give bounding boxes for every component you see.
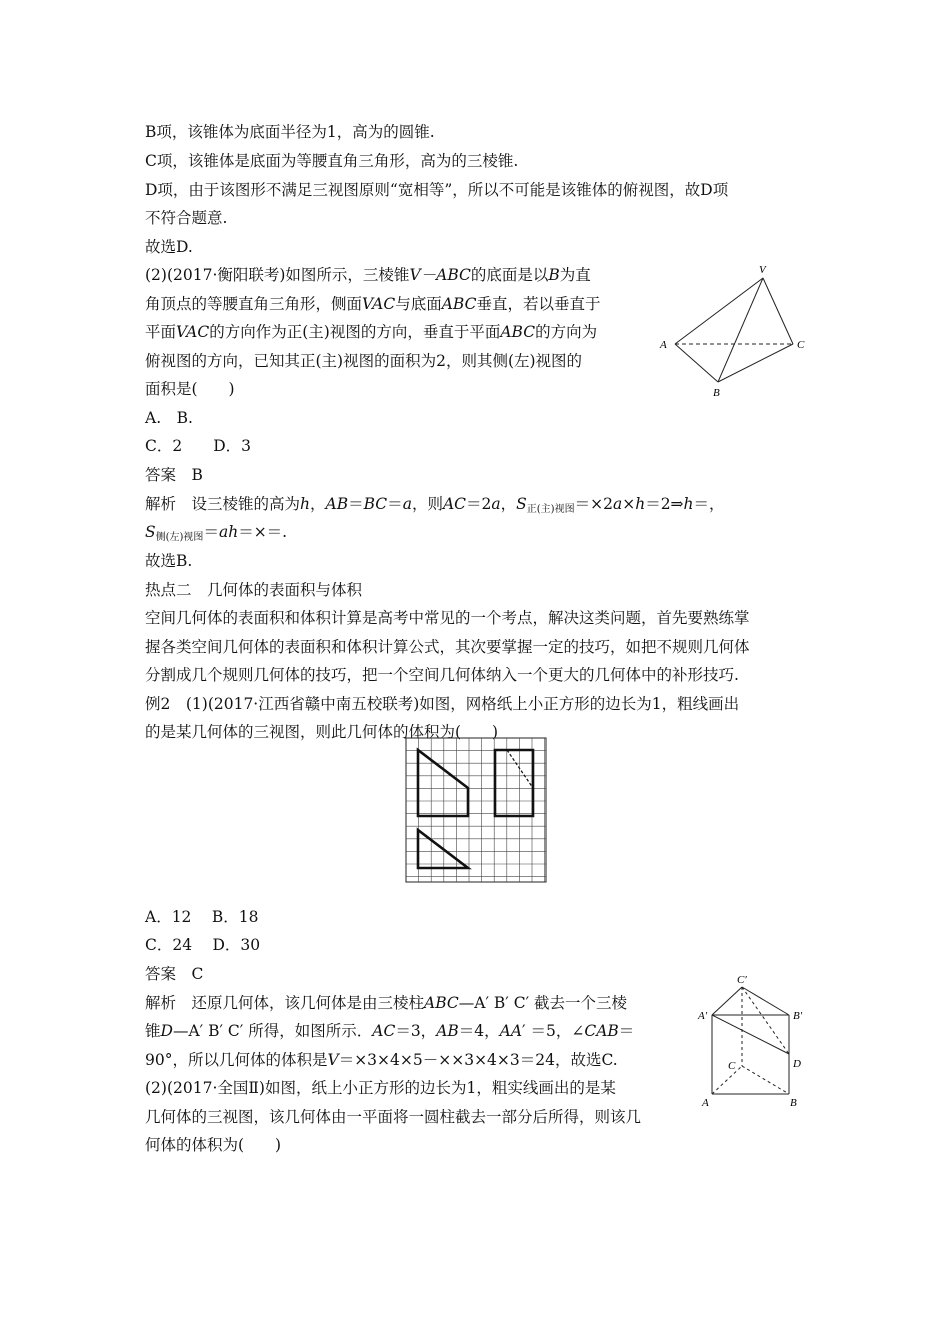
text: ， (500, 495, 517, 513)
math: AB (436, 1022, 459, 1040)
text: × (622, 495, 636, 513)
vertex-a-label: A (702, 1097, 709, 1109)
vertex-b-label: B (790, 1097, 797, 1109)
text-line: 分割成几个规则几何体的技巧，把一个空间几何体纳入一个更大的几何体中的补形技巧. (145, 666, 739, 684)
text: ＝ (348, 495, 364, 513)
option-line: C．24 D．30 (145, 936, 261, 954)
math: AC (372, 1022, 396, 1040)
top-view-outline (418, 830, 468, 868)
text: 为直 (559, 266, 591, 284)
text: ′ ＝5，∠ (522, 1022, 585, 1040)
math: ABC (500, 323, 536, 341)
prism-figure (695, 972, 815, 1118)
vertex-c-label: C (797, 339, 805, 351)
text-line: 故选B. (145, 552, 193, 570)
math: ABC (441, 295, 477, 313)
edge-bc (718, 344, 793, 382)
math: B (548, 266, 560, 284)
math: ah (218, 523, 239, 541)
subscript: 侧(左)视图 (155, 532, 204, 543)
text: ＝×＝. (238, 523, 288, 541)
pyramid-figure (655, 258, 815, 403)
math: V－ABC (409, 266, 471, 284)
example-line: 例2 (1)(2017·江西省赣中南五校联考)如图，网格纸上小正方形的边长为1，粗线画出 (145, 695, 740, 713)
subscript: 正(主)视图 (526, 504, 575, 515)
text: ＝ (618, 1022, 635, 1040)
vertex-ap-label: A′ (698, 1010, 708, 1022)
math: h (683, 495, 694, 513)
math: h (635, 495, 646, 513)
vertex-d-label: D (793, 1058, 801, 1070)
answer-line: 答案 B (145, 466, 203, 484)
text: ＝2⇒ (645, 495, 684, 513)
math: a (402, 495, 412, 513)
edge-ap-cp (712, 987, 742, 1015)
text: ＝×2 (574, 495, 613, 513)
edge-cb-hidden (742, 1066, 789, 1094)
math: CAB (584, 1022, 619, 1040)
text-line: 空间几何体的表面积和体积计算是高考中常见的一个考点，解决这类问题，首先要熟练掌 (145, 609, 750, 627)
text: —A′ B′ C′ 截去一个三棱 (458, 994, 628, 1012)
text-line: 故选D. (145, 238, 193, 256)
math: ABC (424, 994, 459, 1012)
math: h (300, 495, 310, 513)
question-line: 面积是( ) (145, 380, 235, 398)
edge-cp-d-hidden (742, 987, 789, 1054)
math: S (145, 523, 156, 541)
text: 锥 (145, 1022, 161, 1040)
explanation-line (145, 1021, 634, 1041)
text-line: 不符合题意. (145, 209, 228, 227)
front-view-outline (418, 750, 468, 816)
option-line: A. B. (145, 409, 193, 427)
text: 角顶点的等腰直角三角形，侧面 (145, 295, 363, 313)
text: 解析 设三棱锥的高为 (145, 495, 301, 513)
question-line (145, 322, 597, 342)
math: V (327, 1051, 339, 1069)
edge-ac-hidden (712, 1066, 742, 1094)
text-line: D项，由于该图形不满足三视图原则“宽相等”，所以不可能是该锥体的俯视图，故D项 (145, 181, 729, 199)
text: 解析 还原几何体，该几何体是由三棱柱 (145, 994, 425, 1012)
three-view-grid-figure (405, 737, 547, 883)
vertex-cp-label: C′ (737, 974, 747, 986)
explanation-line (145, 993, 627, 1013)
math: AC (442, 495, 467, 513)
text: 的方向作为正(主)视图的方向，垂直于平面 (209, 323, 501, 341)
text-line: B项，该锥体为底面半径为1，高为的圆锥. (145, 123, 435, 141)
text-line: 握各类空间几何体的表面积和体积计算公式，其次要掌握一定的技巧，如把不规则几何体 (145, 638, 750, 656)
side-view-dashed-edge (507, 750, 533, 788)
explanation-line (145, 522, 287, 548)
text: 的底面是以 (470, 266, 549, 284)
text: 垂直，若以垂直于 (476, 295, 601, 313)
math: AB (325, 495, 349, 513)
edge-ap-d (712, 1015, 789, 1054)
text: ， (310, 495, 326, 513)
option-line: C．2 D．3 (145, 437, 252, 455)
text: —A′ B′ C′ 所得，如图所示． (172, 1022, 373, 1040)
vertex-b-label: B (713, 387, 720, 399)
math: VAC (362, 295, 396, 313)
option-line: A．12 B．18 (145, 908, 259, 926)
text: ＝3， (395, 1022, 437, 1040)
question-line: (2)(2017·全国Ⅱ)如图，纸上小正方形的边长为1，粗实线画出的是某 (145, 1079, 616, 1097)
text: ＝， (693, 495, 725, 513)
math: BC (363, 495, 388, 513)
math: D (160, 1022, 173, 1040)
vertex-c-label: C (728, 1060, 736, 1072)
text: ＝×3×4×5－××3×4×3＝24，故选C. (338, 1051, 618, 1069)
math: a (491, 495, 501, 513)
text: 与底面 (395, 295, 442, 313)
text: ，则 (411, 495, 443, 513)
edge-cp-bp (742, 987, 789, 1015)
question-line: 俯视图的方向，已知其正(主)视图的面积为2，则其侧(左)视图的 (145, 352, 583, 370)
text: 90°，所以几何体的体积是 (145, 1051, 328, 1069)
explanation-line (145, 1050, 618, 1070)
vertex-a-label: A (660, 339, 667, 351)
question-line (145, 294, 600, 314)
text: ＝4， (458, 1022, 500, 1040)
math: S (516, 495, 527, 513)
text: (2)(2017·衡阳联考)如图所示，三棱锥 (145, 266, 410, 284)
edge-vc (763, 278, 793, 344)
edge-va (675, 278, 763, 344)
answer-line: 答案 C (145, 965, 204, 983)
question-line (145, 265, 591, 285)
question-line: 何体的体积为( ) (145, 1136, 282, 1154)
explanation-line (145, 494, 725, 520)
section-heading: 热点二 几何体的表面积与体积 (145, 581, 363, 599)
text-line: C项，该锥体是底面为等腰直角三角形，高为的三棱锥. (145, 152, 519, 170)
example-line: 的是某几何体的三视图，则此几何体的体积为( ) (145, 723, 499, 741)
text: ＝ (387, 495, 403, 513)
grid-lines (406, 738, 546, 882)
vertex-bp-label: B′ (793, 1010, 803, 1022)
grid-border (406, 738, 546, 882)
question-line: 几何体的三视图，该几何体由一平面将一圆柱截去一部分后所得，则该几 (145, 1108, 642, 1126)
edge-vb (718, 278, 763, 382)
math: AA (499, 1022, 523, 1040)
math: VAC (176, 323, 210, 341)
text: 的方向为 (535, 323, 598, 341)
text: 平面 (145, 323, 177, 341)
text: ＝ (203, 523, 219, 541)
vertex-v-label: V (759, 264, 766, 276)
edge-ab (675, 344, 718, 382)
text: ＝2 (466, 495, 492, 513)
math: a (612, 495, 623, 513)
